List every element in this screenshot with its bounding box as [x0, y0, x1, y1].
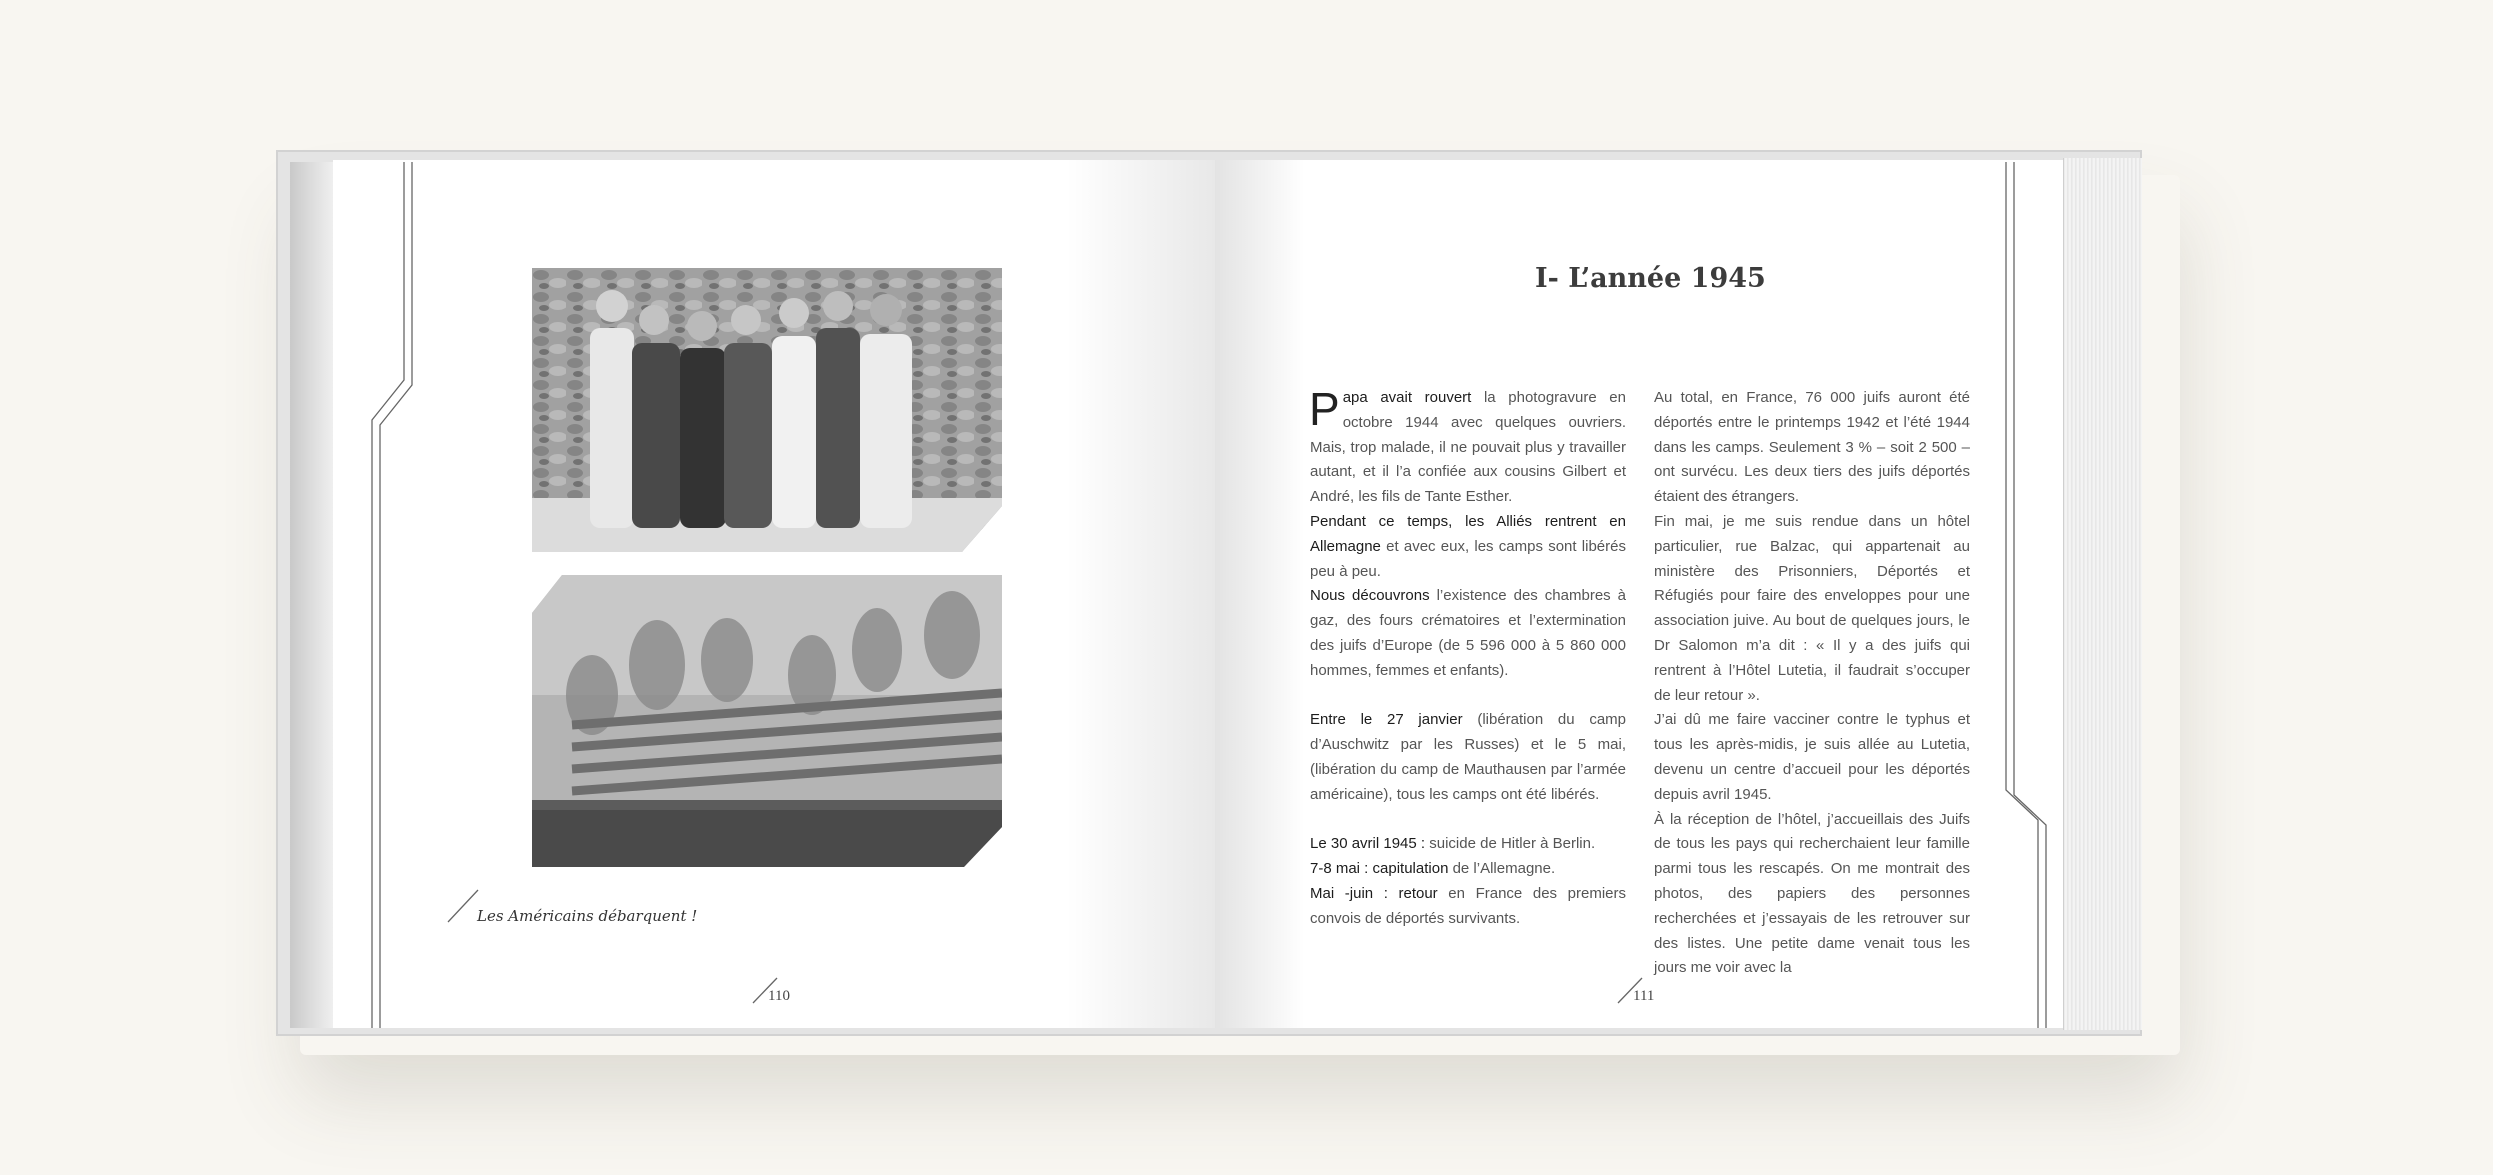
paragraph: Mai -juin : retour en France des premiers convois de déportés survivants.: [1310, 884, 1626, 927]
page-number-right: 111: [1633, 988, 1655, 1004]
photo-caption: Les Américains débarquent !: [477, 907, 698, 925]
paragraph: Nous découvrons l’existence des chambres à gaz, des fours crématoires et l’extermination des juifs d’Europe (de 5 596 000 à 5 860 000 hommes, femmes et enfants).: [1310, 587, 1627, 679]
paragraph: Le 30 avril 1945 : suicide de Hitler à Berlin.: [1310, 835, 1596, 853]
chapter-title: I- L’année 1945: [1535, 263, 1766, 294]
truck-photo: [532, 575, 1002, 867]
paragraph: J’ai dû me faire vacciner contre le typhus et tous les après-midis, je suis allée au Lutetia, devenu un centre d’accueil pour les déportés depuis avril 1945.: [1654, 711, 1970, 803]
drop-cap: P: [1309, 383, 1340, 435]
text-column-left: [1309, 383, 1627, 932]
paragraph: Fin mai, je me suis rendue dans un hôtel particulier, rue Balzac, qui appartenait au ministère des Prisonniers, Déportés et Réfugiés pour faire des enveloppes pour une association juive. Au bout de quelques jours, le Dr Salomon m’a dit : « Il y a des juifs qui rentrent à l’Hôtel Lutetia, il faudrait s’occuper de leur retour ».: [1654, 512, 1970, 704]
page-number-left: 110: [768, 988, 790, 1004]
paragraph: 7-8 mai : capitulation de l’Allemagne.: [1310, 860, 1556, 878]
paragraph: À la réception de l’hôtel, j’accueillais des Juifs de tous les pays qui recherchaient leur famille parmi tous les rescapés. On me montrait des photos, des papiers des personnes recherchées et j’essayais de les retrouver sur des listes. Une petite dame venait tous les jours me voir avec la: [1654, 810, 1970, 977]
text-column-right: [1654, 386, 1970, 981]
paragraph: Entre le 27 janvier (libération du camp d’Auschwitz par les Russes) et le 5 mai, (libération du camp de Mauthausen par l’armée américaine), tous les camps ont été libérés.: [1310, 711, 1627, 803]
paragraph: Papa avait rouvert la photogravure en octobre 1944 avec quelques ouvriers. Mais, trop malade, il ne pouvait plus y travailler autant, et il l’a confiée aux cousins Gilbert et André, les fils de Tante Esther.: [1309, 383, 1626, 506]
group-photo: [532, 268, 1002, 552]
paragraph: Pendant ce temps, les Alliés rentrent en Allemagne et avec eux, les camps sont libérés peu à peu.: [1310, 512, 1626, 580]
paragraph: Au total, en France, 76 000 juifs auront été déportés entre le printemps 1942 et l’été 1944 dans les camps. Seulement 3 % – soit 2 500 – ont survécu. Les deux tiers des juifs déportés étaient des étrangers.: [1654, 389, 1970, 506]
